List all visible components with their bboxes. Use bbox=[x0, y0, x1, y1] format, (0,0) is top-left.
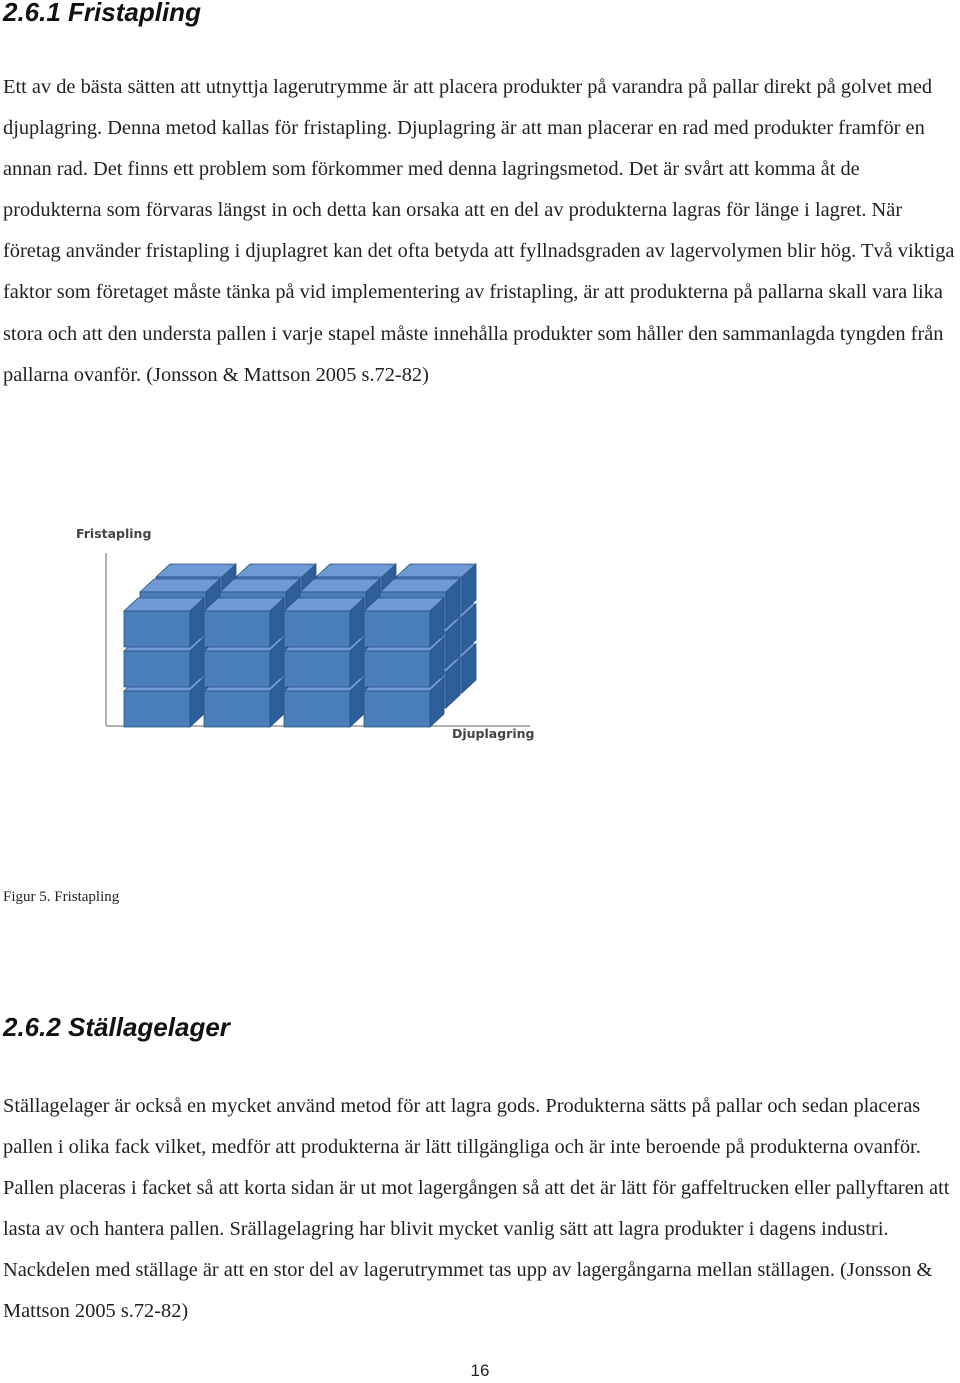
pallet-box-front bbox=[124, 598, 204, 647]
page-number: 16 bbox=[470, 1361, 490, 1380]
paragraph-fristapling: Ett av de bästa sätten att utnyttja lagerutrymme är att placera produkter på varandra på pallar direkt på golvet med djuplagring. Denna metod kallas för fristapling. Djuplagring är att man placerar en rad med produkter framför en annan rad. Det finns ett problem som förkommer med denna lagringsmetod. Det är svårt att komma åt de produkterna som förvaras längst in och detta kan orsaka att en del av produkterna lagras för länge i lagret. När företag använder fristapling i djuplagret kan det ofta betyda att fyllnadsgraden av lagervolymen blir hög. Två viktiga faktor som företaget måste tänka på vid implementering av fristapling, är att produkterna på pallarna skall vara lika stora och att den understa pallen i varje stapel måste innehålla produkter som håller den sammanlagda tyngden från pallarna ovanför. (Jonsson & Mattson 2005 s.72-82) bbox=[3, 76, 955, 386]
paragraph-stallagelager: Ställagelager är också en mycket använd metod för att lagra gods. Produkterna sätts på pallar och sedan placeras pallen i olika fack vilket, medför att produkterna är lätt tillgängliga och är inte beroende på produkterna ovanför. Pallen placeras i facket så att korta sidan är ut mot lagergången så att det är lätt för gaffeltrucken eller pallyftaren att lasta av och hantera pallen. Srällagelagring har blivit mycket vanlig sätt att lagra produkter i dagens industri. Nackdelen med ställage är att en stor del av lagerutrymmet tas upp av lagergångarna mellan ställagen. (Jonsson & Mattson 2005 s.72-82) bbox=[3, 1095, 950, 1323]
pallet-stacks bbox=[124, 564, 476, 727]
section-heading-fristapling: 2.6.1 Fristapling bbox=[3, 0, 201, 27]
pallet-box-front bbox=[284, 598, 364, 647]
pallet-box-front bbox=[204, 598, 284, 647]
diagram-canvas bbox=[60, 515, 540, 755]
x-axis-label: Djuplagring bbox=[452, 726, 535, 741]
pallet-box-front bbox=[364, 598, 444, 647]
figure-caption: Figur 5. Fristapling bbox=[3, 889, 120, 905]
y-axis-label: Fristapling bbox=[76, 526, 152, 541]
section-heading-stallagelager: 2.6.2 Ställagelager bbox=[3, 1012, 230, 1042]
figure-fristapling-diagram bbox=[60, 515, 540, 755]
